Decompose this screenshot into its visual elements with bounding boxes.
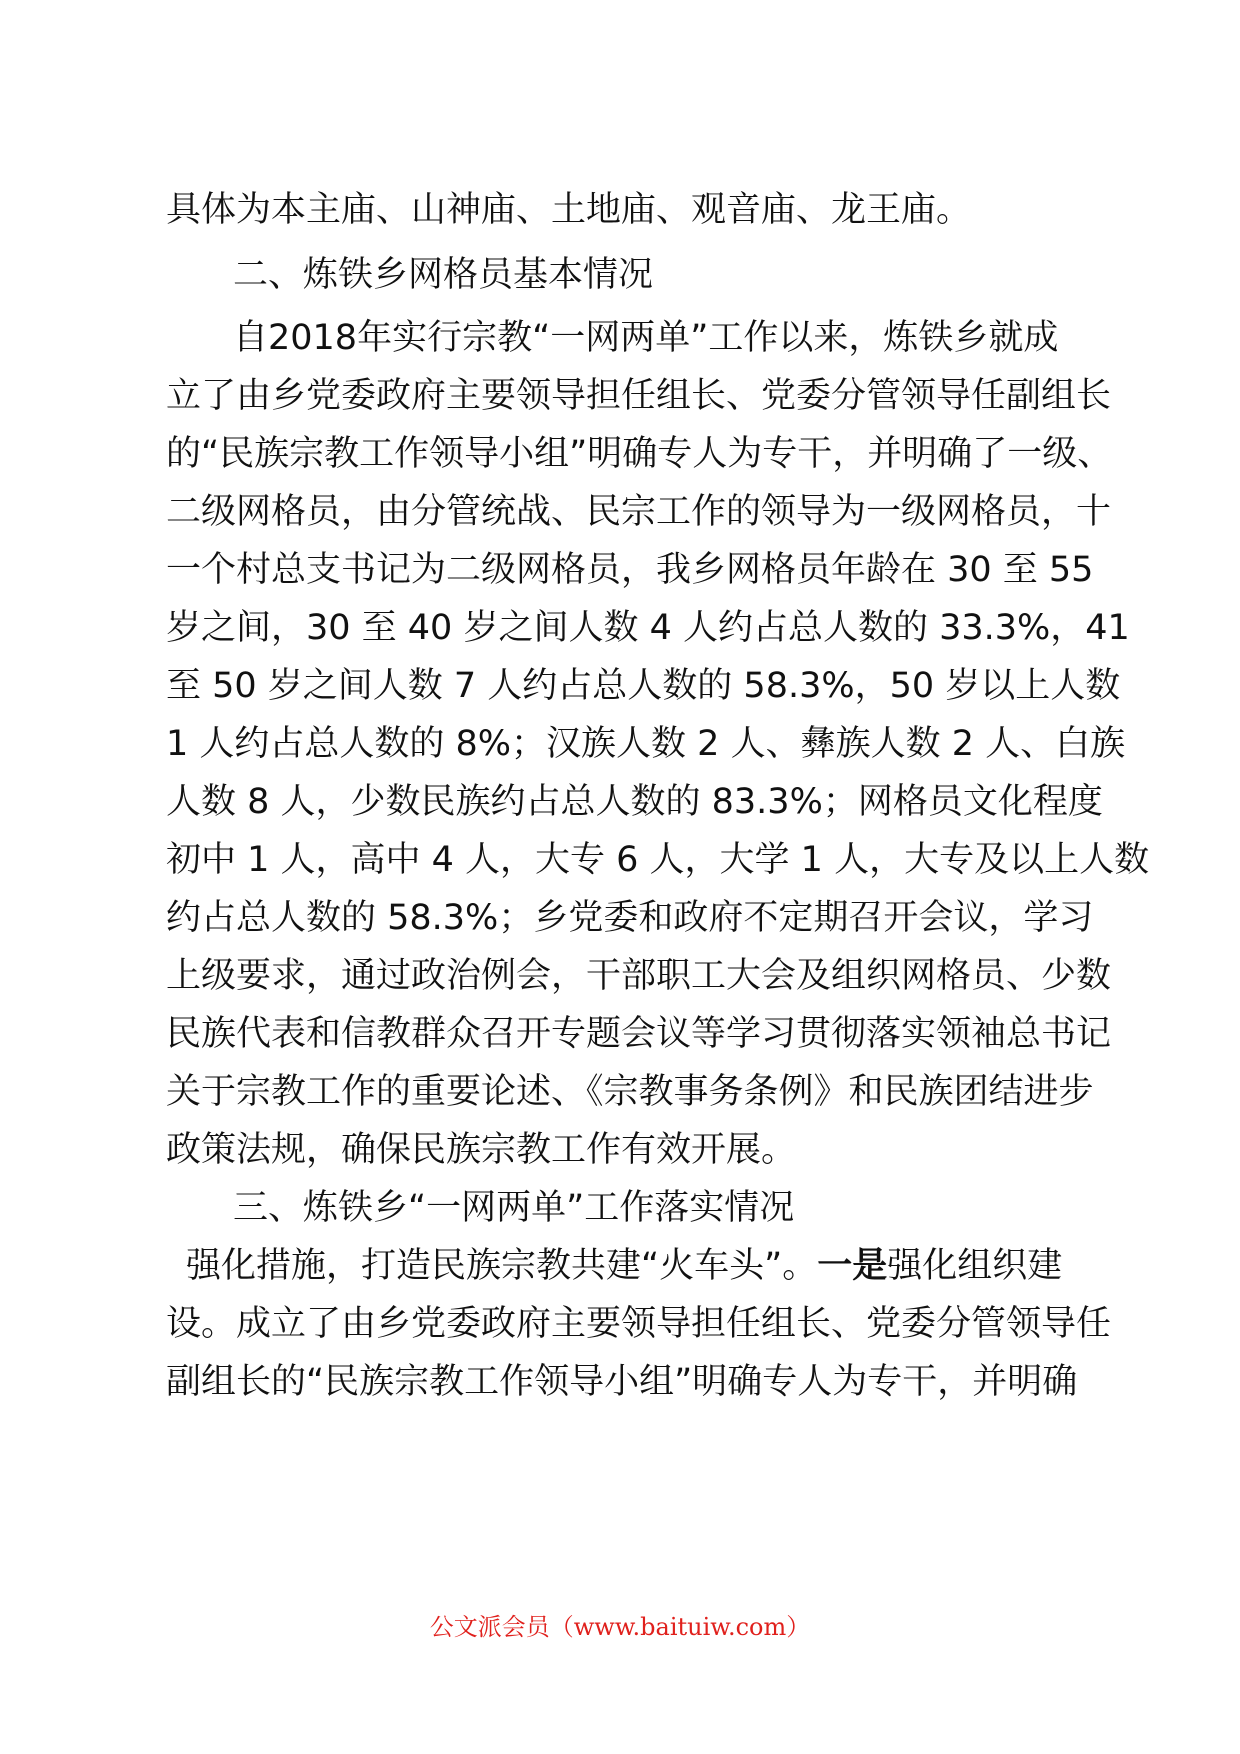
paragraph-line: 一个村总支书记为二级网格员，我乡网格员年龄在 30 至 55 (166, 550, 1094, 590)
paragraph-line: 上级要求，通过政治例会，干部职工大会及组织网格员、少数 (166, 956, 1112, 996)
paragraph-line: 人数 8 人，少数民族约占总人数的 83.3%；网格员文化程度 (166, 782, 1103, 822)
paragraph-line: 岁之间，30 至 40 岁之间人数 4 人约占总人数的 33.3%，41 (166, 608, 1130, 648)
paragraph-line: 约占总人数的 58.3%；乡党委和政府不定期召开会议，学习 (166, 898, 1094, 938)
paragraph-line: 立了由乡党委政府主要领导担任组长、党委分管领导任副组长 (166, 376, 1112, 416)
paragraph-line: 的“民族宗教工作领导小组”明确专人为专干，并明确了一级、 (166, 434, 1113, 474)
paragraph-line: 具体为本主庙、山神庙、土地庙、观音庙、龙王庙。 (166, 190, 972, 230)
paragraph-line: 设。成立了由乡党委政府主要领导担任组长、党委分管领导任 (166, 1304, 1112, 1344)
paragraph-line: 关于宗教工作的重要论述、《宗教事务条例》和民族团结进步 (166, 1072, 1094, 1112)
paragraph-line: 自2018年实行宗教“一网两单”工作以来，炼铁乡就成 (233, 318, 1059, 358)
measures-line (186, 1246, 1062, 1286)
section-heading-3: 三、炼铁乡“一网两单”工作落实情况 (233, 1188, 795, 1228)
bold-marker: 一是 (817, 1246, 888, 1286)
paragraph-line: 1 人约占总人数的 8%；汉族人数 2 人、彝族人数 2 人、白族 (166, 724, 1126, 764)
section-heading-2: 二、炼铁乡网格员基本情况 (233, 255, 654, 295)
measures-text-continued: 强化组织建 (887, 1246, 1063, 1286)
paragraph-line: 副组长的“民族宗教工作领导小组”明确专人为专干，并明确 (166, 1362, 1078, 1402)
paragraph-line: 初中 1 人，高中 4 人，大专 6 人，大学 1 人，大专及以上人数 (166, 840, 1150, 880)
paragraph-line: 二级网格员，由分管统战、民宗工作的领导为一级网格员，十 (166, 492, 1112, 532)
paragraph-line: 民族代表和信教群众召开专题会议等学习贯彻落实领袖总书记 (166, 1014, 1112, 1054)
paragraph-line: 至 50 岁之间人数 7 人约占总人数的 58.3%，50 岁以上人数 (166, 666, 1121, 706)
paragraph-line: 政策法规，确保民族宗教工作有效开展。 (166, 1130, 797, 1170)
footer-watermark: 公文派会员（www.baituiw.com） (429, 1613, 811, 1641)
measures-text: 强化措施，打造民族宗教共建“火车头”。 (186, 1246, 818, 1286)
